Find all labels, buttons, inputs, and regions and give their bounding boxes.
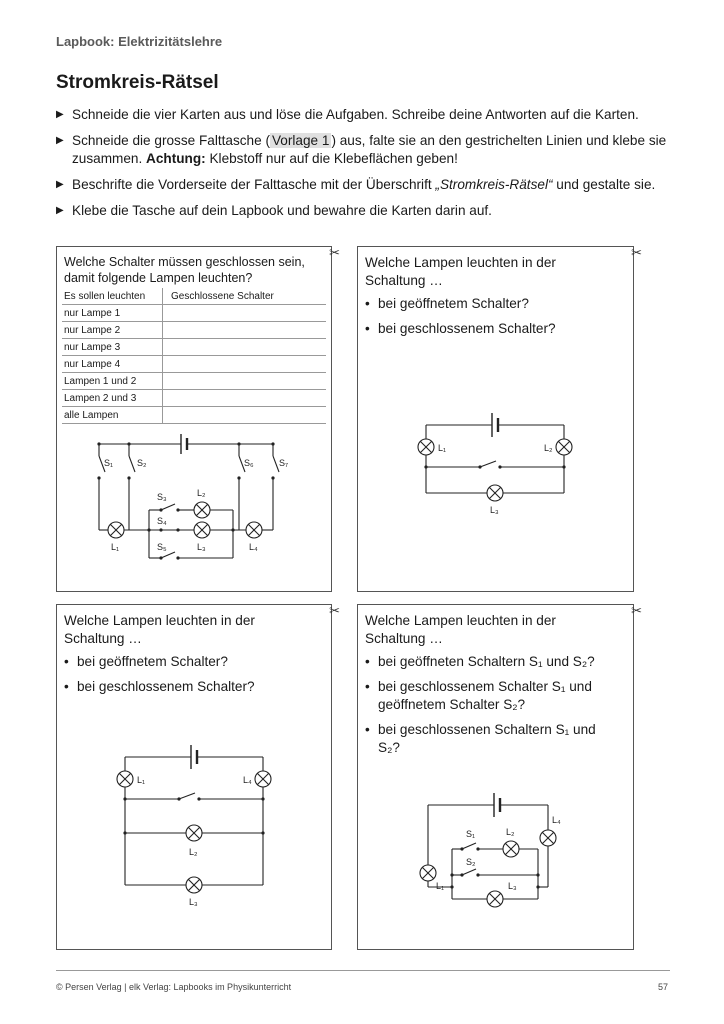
table-header: Geschlossene Schalter: [163, 288, 327, 305]
answer-table: [62, 288, 326, 424]
card-circuit-4: [357, 603, 642, 950]
bullet-item: • bei geschlossenem Schalter?: [64, 679, 255, 694]
arrow-icon: ▶: [56, 205, 64, 216]
switch-label: S₃: [157, 492, 167, 502]
card-question: Welche Lampen leuchten in der Schaltung …: [64, 613, 255, 646]
switch-label: S₄: [157, 516, 167, 526]
scissors-icon: ✂: [631, 603, 642, 618]
bullet-icon: •: [365, 679, 370, 694]
bullet-item: • bei geöffnetem Schalter?: [365, 296, 529, 311]
lamp-label: L₁: [137, 775, 146, 785]
arrow-icon: ▶: [56, 109, 64, 120]
lamp-label: L₁: [438, 443, 447, 453]
footer-copyright: © Persen Verlag | elk Verlag: Lapbooks im Physikunterricht: [56, 982, 292, 992]
bullet-icon: •: [64, 679, 69, 694]
bullet-item: • bei geschlossenen Schaltern S₁ und S₂?: [365, 722, 596, 755]
switch-label: S₇: [279, 458, 289, 468]
page-header: Lapbook: Elektrizitätslehre: [56, 34, 223, 49]
lamp-label: L₄: [243, 775, 252, 785]
table-row: Lampen 2 und 3: [62, 390, 163, 407]
footer-divider: [56, 970, 670, 971]
lamp-label: L₂: [197, 488, 206, 498]
bullet-icon: •: [64, 654, 69, 669]
template-reference: Vorlage 1: [271, 133, 330, 148]
bullet-item: • bei geöffnetem Schalter?: [64, 654, 228, 669]
instruction-item: ▶ Beschrifte die Vorderseite der Falttasche mit der Überschrift „Stromkreis-Rätsel“ und gestalte sie.: [56, 177, 656, 192]
table-row: alle Lampen: [62, 407, 163, 424]
table-row: nur Lampe 1: [62, 305, 163, 322]
scissors-icon: ✂: [329, 245, 340, 260]
switch-label: S₆: [244, 458, 254, 468]
circuit-diagram-4: [358, 789, 633, 919]
table-header: Es sollen leuchten: [62, 288, 163, 305]
lamp-label: L₂: [544, 443, 553, 453]
circuit-diagram-2: [358, 405, 633, 525]
switch-label: S₁: [466, 829, 476, 839]
instruction-item: ▶ Schneide die vier Karten aus und löse die Aufgaben. Schreibe deine Antworten auf die Karten.: [56, 107, 639, 122]
bullet-icon: •: [365, 321, 370, 336]
instruction-item: ▶ Klebe die Tasche auf dein Lapbook und bewahre die Karten darin auf.: [56, 203, 492, 218]
bullet-item: • bei geschlossenem Schalter?: [365, 321, 556, 336]
lamp-label: L₂: [506, 827, 515, 837]
bullet-icon: •: [365, 296, 370, 311]
instruction-item: ▶ Schneide die grosse Falttasche ( Vorlage 1 ) aus, falte sie an den gestrichelten Linien und klebe sie zusammen. Achtung: Klebstoff nur auf die Klebeflächen geben!: [56, 133, 667, 166]
page-number: 57: [657, 982, 668, 992]
lamp-label: L₃: [197, 542, 206, 552]
circuit-diagram-3: [57, 737, 331, 907]
switch-label: S₅: [157, 542, 167, 552]
table-row: nur Lampe 2: [62, 322, 163, 339]
bullet-item: • bei geöffneten Schaltern S₁ und S₂?: [365, 654, 595, 669]
card-question: Welche Lampen leuchten in der Schaltung …: [365, 613, 556, 646]
scissors-icon: ✂: [631, 245, 642, 260]
switch-label: S₂: [466, 857, 476, 867]
page-title: Stromkreis-Rätsel: [56, 72, 219, 93]
lamp-label: L₁: [436, 881, 445, 891]
bullet-icon: •: [365, 722, 370, 737]
card-question: Welche Schalter müssen geschlossen sein, damit folgende Lampen leuchten?: [64, 255, 305, 285]
arrow-icon: ▶: [56, 135, 64, 146]
card-switch-table: [56, 245, 340, 592]
lamp-label: L₃: [508, 881, 517, 891]
lamp-label: L₄: [249, 542, 258, 552]
instruction-list: [56, 106, 676, 228]
lamp-label: L₃: [490, 505, 499, 515]
arrow-icon: ▶: [56, 179, 64, 190]
card-circuit-2: [357, 245, 642, 592]
scissors-icon: ✂: [329, 603, 340, 618]
bullet-icon: •: [365, 654, 370, 669]
bullet-item: • bei geschlossenem Schalter S₁ und geöffnetem Schalter S₂?: [365, 679, 592, 712]
switch-label: S₂: [137, 458, 147, 468]
lamp-label: L₂: [189, 847, 198, 857]
card-circuit-3: [56, 603, 340, 950]
circuit-diagram-1: [57, 432, 331, 572]
table-row: Lampen 1 und 2: [62, 373, 163, 390]
table-row: nur Lampe 3: [62, 339, 163, 356]
lamp-label: L₃: [189, 897, 198, 907]
table-row: nur Lampe 4: [62, 356, 163, 373]
lamp-label: L₄: [552, 815, 561, 825]
switch-label: S₁: [104, 458, 114, 468]
card-question: Welche Lampen leuchten in der Schaltung …: [365, 255, 556, 288]
lamp-label: L₁: [111, 542, 120, 552]
